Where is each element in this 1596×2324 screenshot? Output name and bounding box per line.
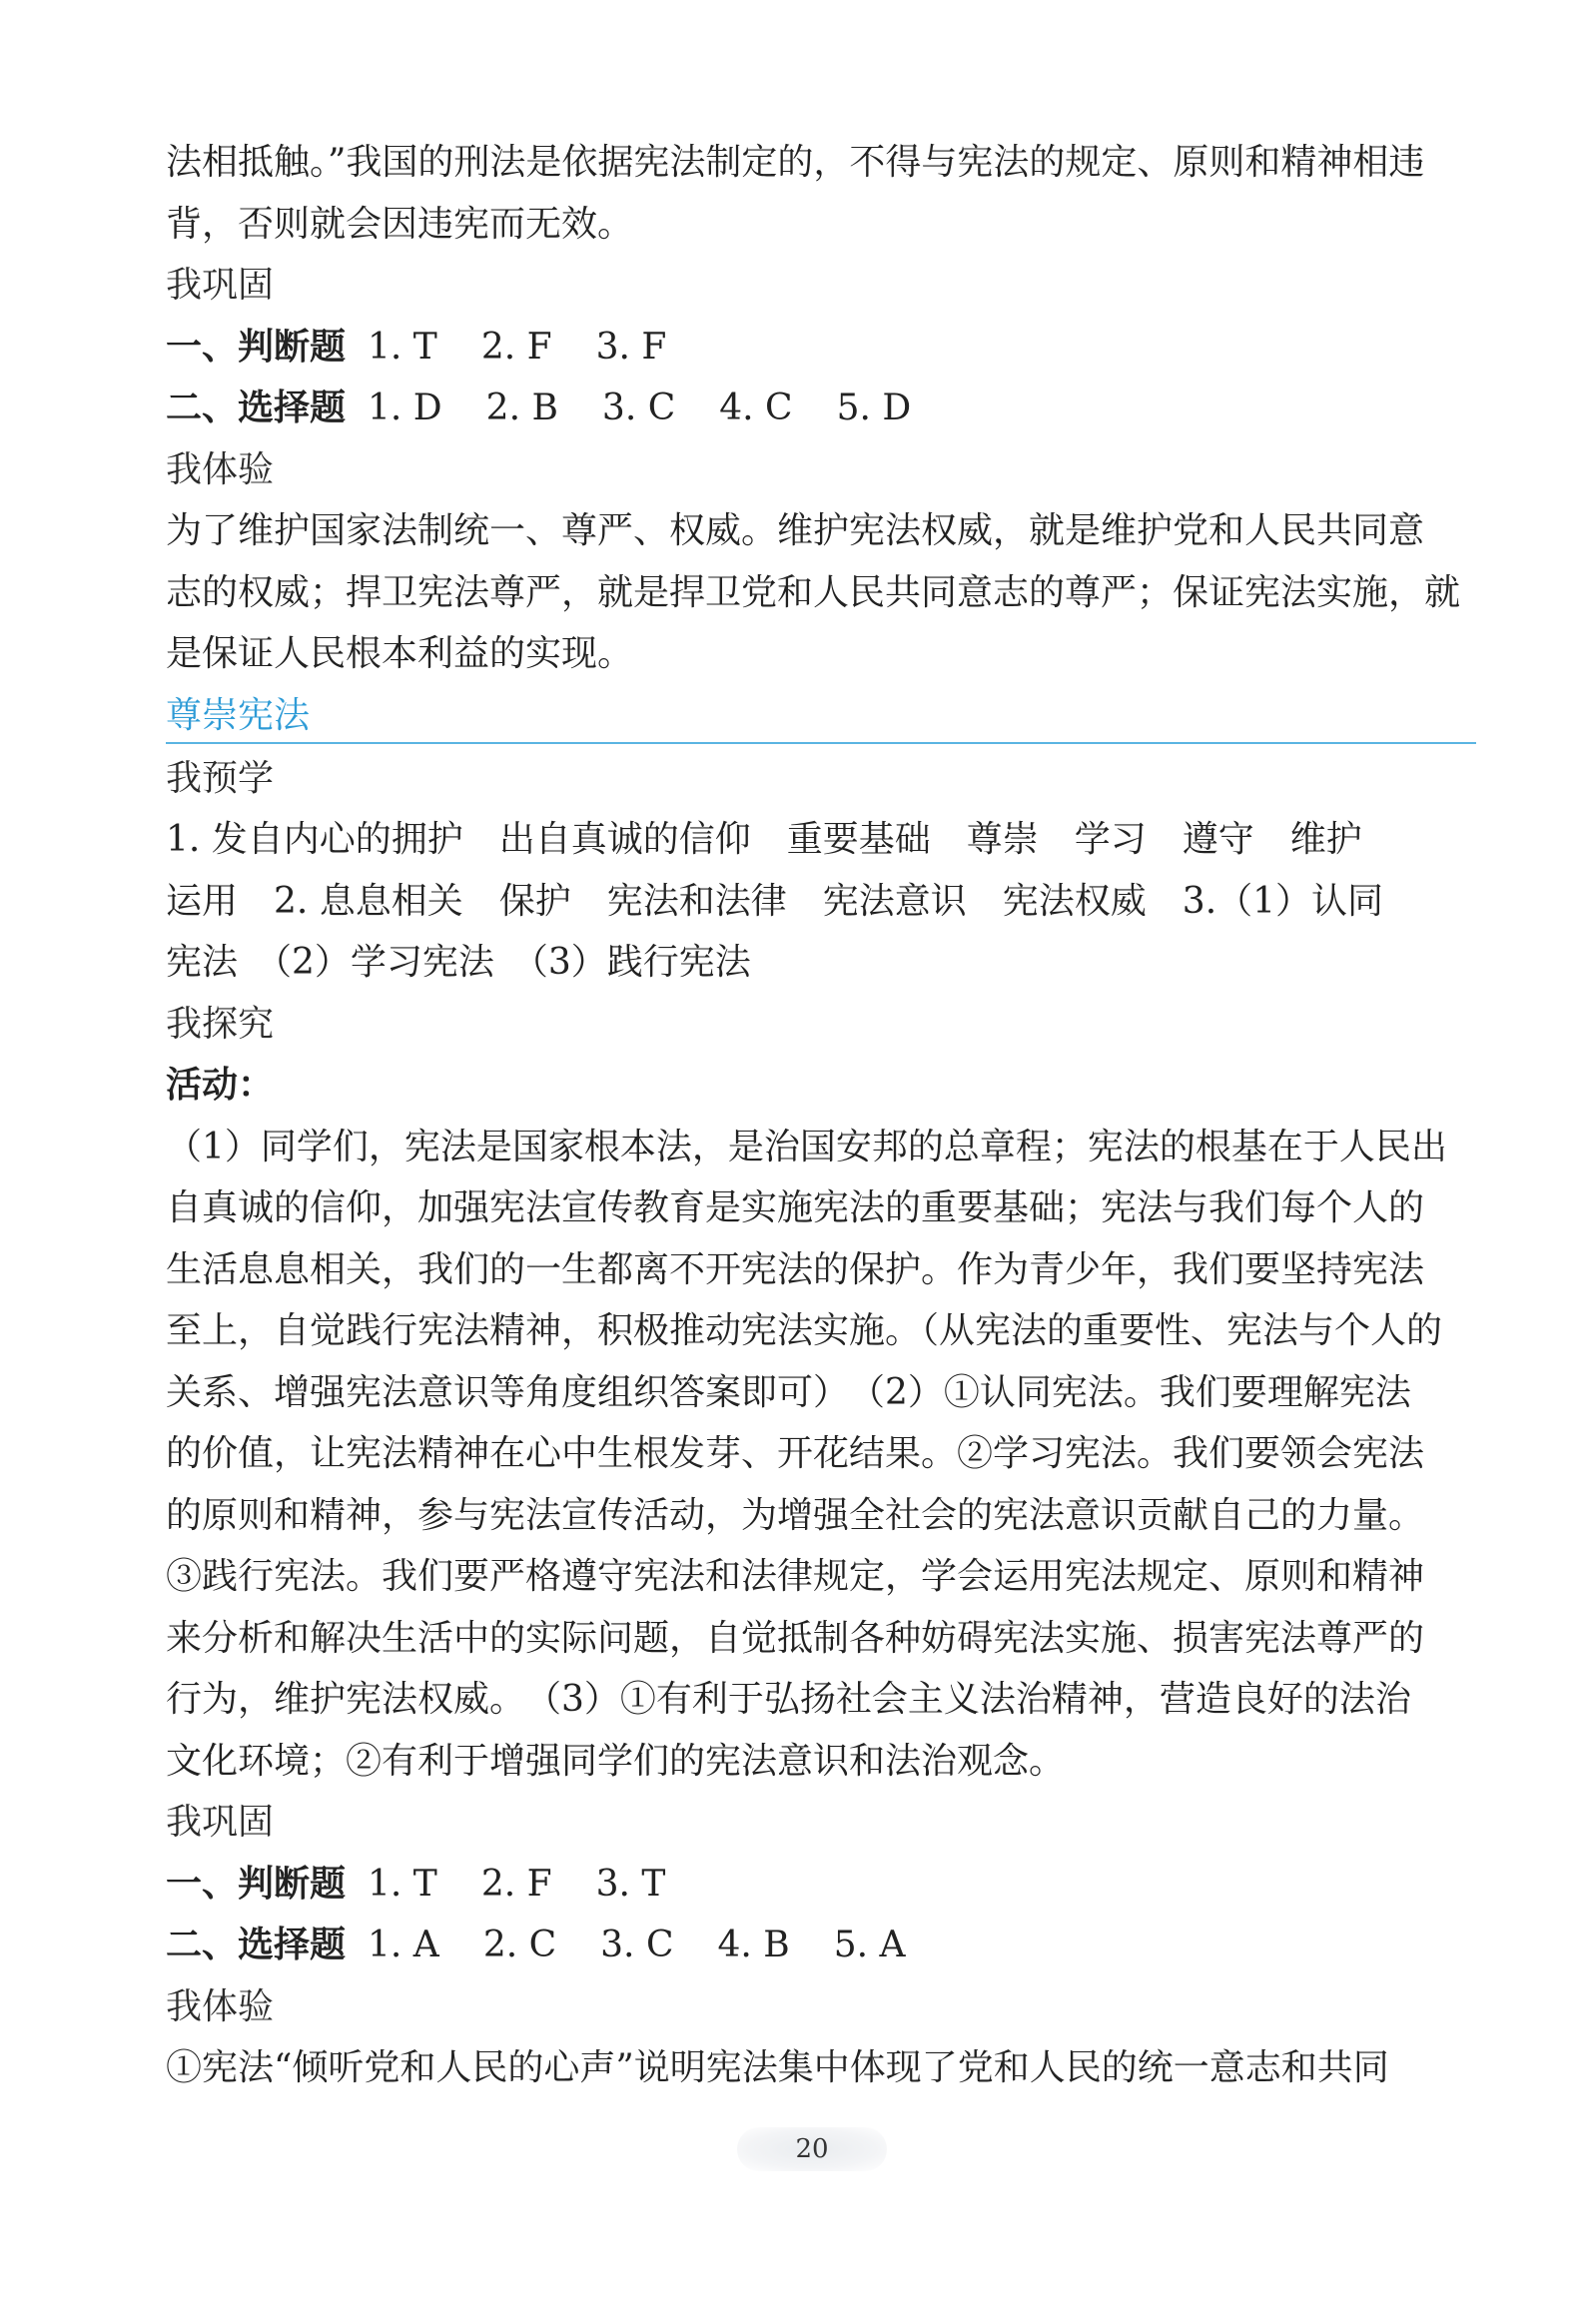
- activity-heading: 活动：: [166, 1064, 275, 1106]
- answer-item: 2. F: [480, 1863, 552, 1905]
- answer-item: 1. A: [368, 1925, 439, 1965]
- text-line: 行为，维护宪法权威。 （3）①有利于弘扬社会主义法治精神，营造良好的法治: [166, 1679, 1411, 1720]
- text-body: [166, 132, 1476, 2099]
- question-type-heading: 二、选择题: [166, 387, 347, 428]
- text-line: 法相抵触。”我国的刑法是依据宪法制定的，不得与宪法的规定、原则和精神相违: [166, 142, 1425, 183]
- answer-item: 1. T: [368, 1863, 437, 1905]
- text-line: 至上，自觉践行宪法精神，积极推动宪法实施。（从宪法的重要性、宪法与个人的: [166, 1310, 1443, 1351]
- text-line: 背，否则就会因违宪而无效。: [166, 203, 634, 245]
- answer-item: 3. F: [595, 326, 667, 368]
- section-title: 尊崇宪法: [166, 685, 1476, 744]
- answer-item: 3. C: [600, 1925, 674, 1965]
- question-type-heading: 二、选择题: [166, 1924, 347, 1965]
- answer-item: 4. C: [719, 387, 793, 428]
- question-type-heading: 一、判断题: [166, 1862, 347, 1905]
- text-line: 关系、增强宪法意识等角度组织答案即可） （2）①认同宪法。我们要理解宪法: [166, 1371, 1411, 1413]
- answer-item: 2. B: [485, 387, 558, 428]
- text-line: 的原则和精神，参与宪法宣传活动，为增强全社会的宪法意识贡献自己的力量。: [166, 1494, 1425, 1536]
- text-line: 来分析和解决生活中的实际问题，自觉抵制各种妨碍宪法实施、损害宪法尊严的: [166, 1617, 1425, 1659]
- answer-row: [166, 1854, 1476, 1916]
- answer-item: 1. T: [368, 326, 437, 368]
- text-line: 的价值，让宪法精神在心中生根发芽、开花结果。②学习宪法。我们要领会宪法: [166, 1433, 1425, 1474]
- answer-item: 2. F: [480, 326, 552, 368]
- answer-item: 3. T: [595, 1863, 666, 1905]
- answer-item: 1. D: [368, 387, 442, 428]
- answer-item: 5. A: [833, 1925, 906, 1965]
- subsection-label: 我体验: [166, 1985, 275, 2027]
- answer-item: 4. B: [717, 1925, 790, 1965]
- text-line: 自真诚的信仰，加强宪法宣传教育是实施宪法的重要基础；宪法与我们每个人的: [166, 1187, 1425, 1228]
- text-line: 为了维护国家法制统一、尊严、权威。维护宪法权威，就是维护党和人民共同意: [166, 510, 1425, 551]
- answer-item: 2. C: [482, 1925, 557, 1965]
- text-line: ①宪法“倾听党和人民的心声”说明宪法集中体现了党和人民的统一意志和共同: [166, 2047, 1389, 2088]
- answer-item: 3. C: [601, 387, 676, 428]
- text-line: 是保证人民根本利益的实现。: [166, 633, 634, 674]
- answer-row: [166, 1915, 1476, 1976]
- text-line: 志的权威；捍卫宪法尊严，就是捍卫党和人民共同意志的尊严；保证宪法实施，就: [166, 571, 1461, 613]
- subsection-label: 我巩固: [166, 265, 275, 306]
- text-line: ③践行宪法。我们要严格遵守宪法和法律规定，学会运用宪法规定、原则和精神: [166, 1556, 1425, 1597]
- text-line: 运用 2. 息息相关 保护 宪法和法律 宪法意识 宪法权威 3.（1）认同: [166, 880, 1384, 922]
- text-line: （1）同学们，宪法是国家根本法，是治国安邦的总章程；宪法的根基在于人民出: [166, 1126, 1447, 1167]
- subsection-label: 我探究: [166, 1003, 275, 1045]
- answer-item: 5. D: [836, 387, 912, 428]
- subsection-label: 我巩固: [166, 1802, 275, 1843]
- answer-row: [166, 317, 1476, 379]
- text-line: 宪法 （2）学习宪法 （3）践行宪法: [166, 942, 751, 983]
- text-line: 1. 发自内心的拥护 出自真诚的信仰 重要基础 尊崇 学习 遵守 维护: [166, 819, 1362, 860]
- question-type-heading: 一、判断题: [166, 325, 347, 368]
- page-number: 20: [737, 2127, 887, 2171]
- text-line: 文化环境；②有利于增强同学们的宪法意识和法治观念。: [166, 1740, 1066, 1782]
- subsection-label: 我预学: [166, 757, 275, 799]
- answer-row: [166, 378, 1476, 439]
- text-line: 生活息息相关，我们的一生都离不开宪法的保护。作为青少年，我们要坚持宪法: [166, 1248, 1425, 1290]
- subsection-label: 我体验: [166, 448, 275, 490]
- answer-page: [166, 132, 1476, 2099]
